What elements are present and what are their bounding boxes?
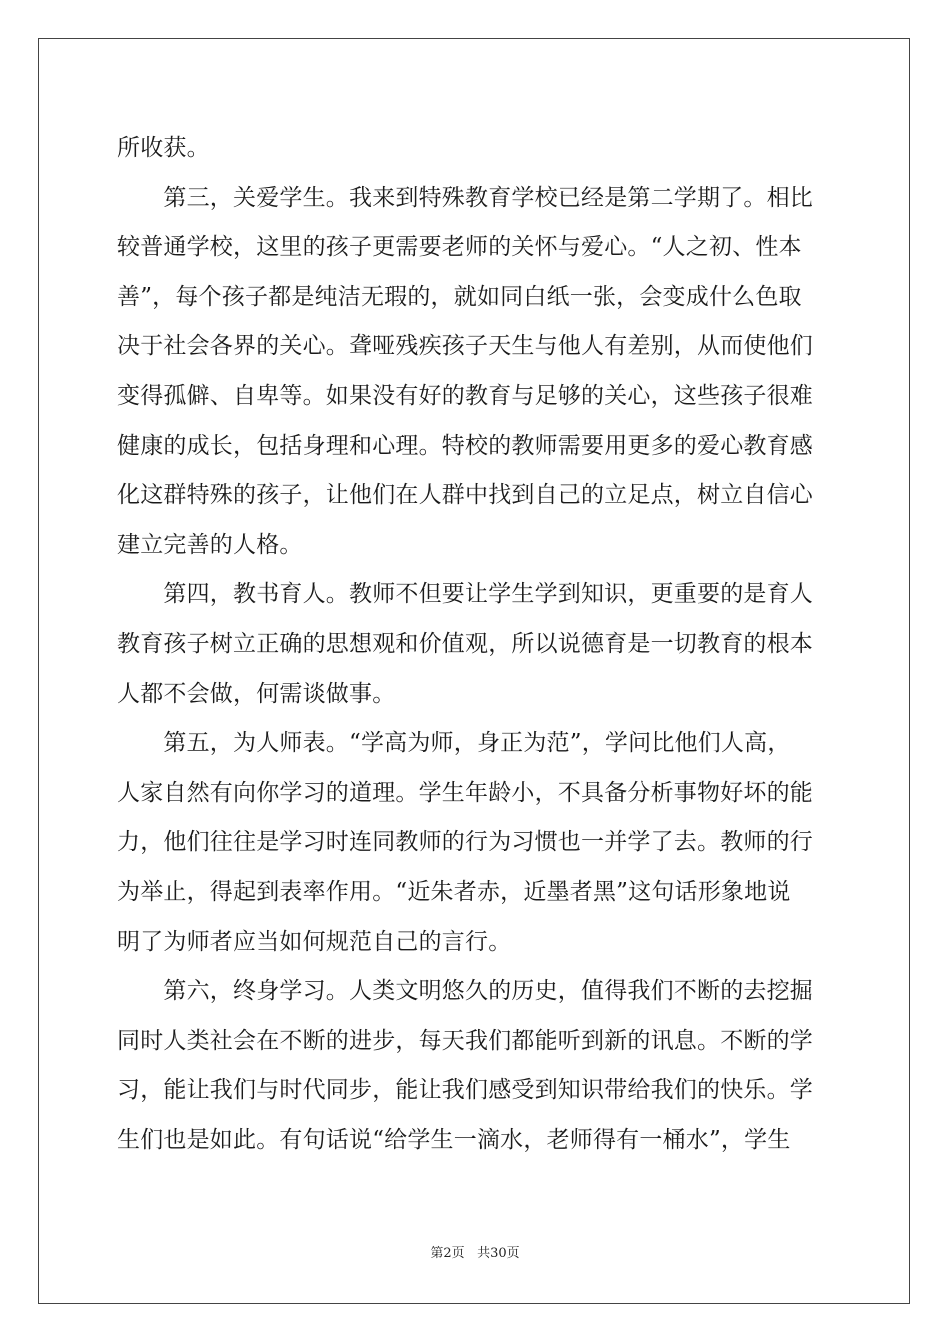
text-line: 第五，为人师表。“学高为师，身正为范”，学问比他们人高， bbox=[117, 730, 791, 757]
text-line: 明了为师者应当如何规范自己的言行。 bbox=[117, 928, 512, 955]
text-line: 习，能让我们与时代同步，能让我们感受到知识带给我们的快乐。学 bbox=[117, 1077, 813, 1104]
text-line: 人家自然有向你学习的道理。学生年龄小，不具备分析事物好坏的能 bbox=[117, 779, 813, 806]
text-line: 为举止，得起到表率作用。“近朱者赤，近墨者黑”这句话形象地说 bbox=[117, 878, 791, 905]
page-total: 共30页 bbox=[477, 1246, 520, 1261]
text-line: 化这群特殊的孩子，让他们在人群中找到自己的立足点，树立自信心 bbox=[117, 482, 813, 509]
text-line: 建立完善的人格。 bbox=[117, 531, 303, 558]
text-line: 善”，每个孩子都是纯洁无瑕的，就如同白纸一张，会变成什么色取 bbox=[117, 283, 802, 310]
text-line: 教育孩子树立正确的思想观和价值观，所以说德育是一切教育的根本 bbox=[117, 630, 813, 657]
text-line: 变得孤僻、自卑等。如果没有好的教育与足够的关心，这些孩子很难 bbox=[117, 382, 813, 409]
page-footer bbox=[0, 1244, 950, 1264]
text-line: 较普通学校，这里的孩子更需要老师的关怀与爱心。“人之初、性本 bbox=[117, 234, 802, 261]
text-line: 同时人类社会在不断的进步，每天我们都能听到新的讯息。不断的学 bbox=[117, 1027, 813, 1054]
document-body bbox=[117, 124, 837, 1165]
text-line: 决于社会各界的关心。聋哑残疾孩子天生与他人有差别，从而使他们 bbox=[117, 333, 813, 360]
text-line: 健康的成长，包括身理和心理。特校的教师需要用更多的爱心教育感 bbox=[117, 432, 813, 459]
text-line: 第三，关爱学生。我来到特殊教育学校已经是第二学期了。相比 bbox=[117, 184, 813, 211]
text-line: 人都不会做，何需谈做事。 bbox=[117, 680, 396, 707]
text-line: 第四，教书育人。教师不但要让学生学到知识，更重要的是育人 bbox=[117, 581, 813, 608]
page-number: 第2页 bbox=[430, 1246, 465, 1261]
text-line: 力，他们往往是学习时连同教师的行为习惯也一并学了去。教师的行 bbox=[117, 829, 813, 856]
text-line: 所收获。 bbox=[117, 135, 210, 161]
text-line: 生们也是如此。有句话说“给学生一滴水，老师得有一桶水”，学生 bbox=[117, 1126, 791, 1153]
text-line: 第六，终身学习。人类文明悠久的历史，值得我们不断的去挖掘 bbox=[117, 978, 813, 1005]
